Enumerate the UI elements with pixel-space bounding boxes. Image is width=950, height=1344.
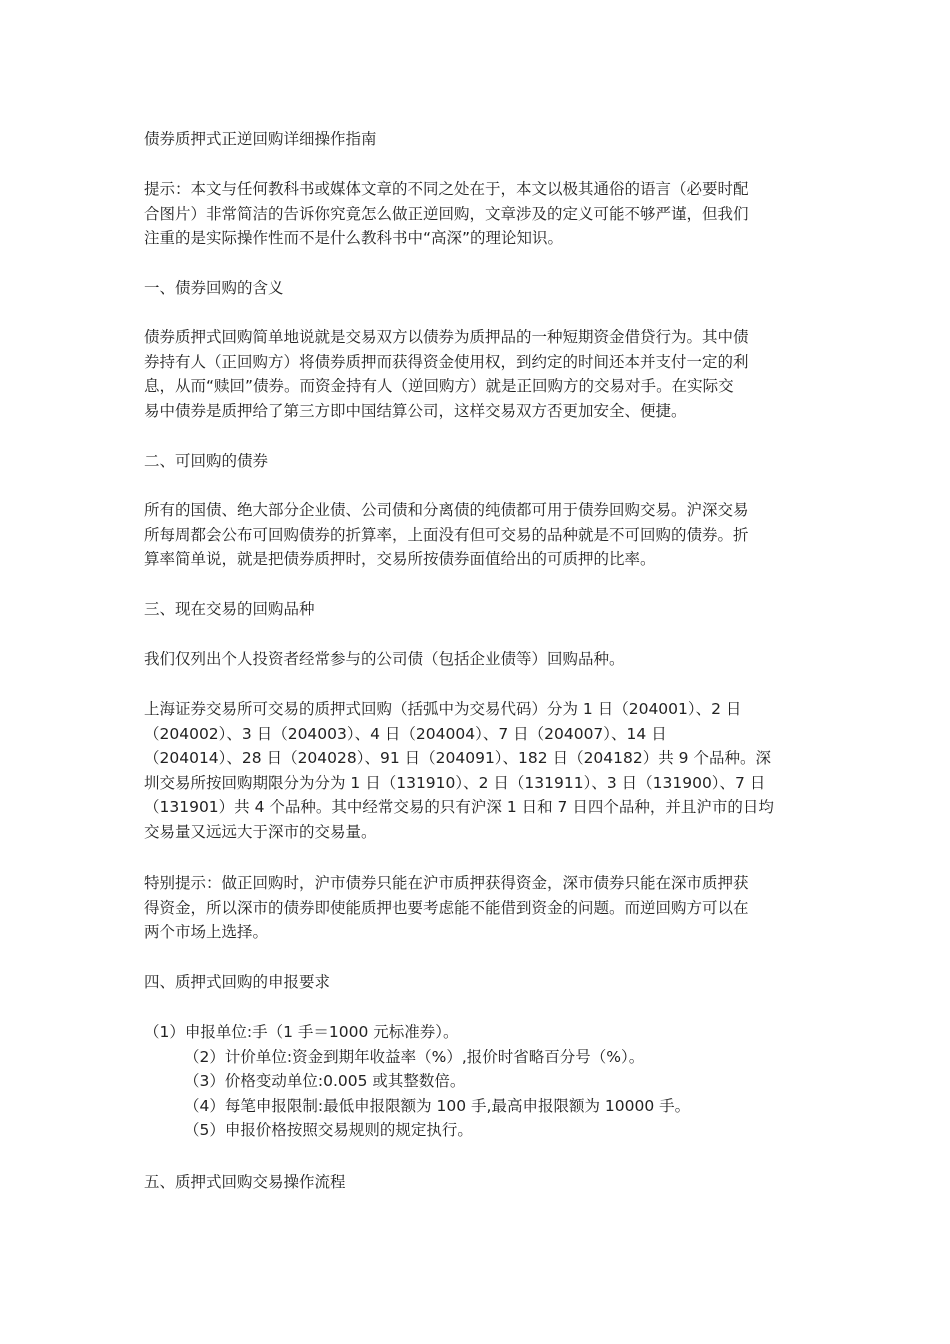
intro-paragraph [144,177,824,251]
body-line: 上海证券交易所可交易的质押式回购（括弧中为交易代码）分为 1 日（204001）、2 日 [144,700,742,718]
list-item: （3）价格变动单位:0.005 或其整数倍。 [184,1072,466,1090]
body-line: （204014）、28 日（204028）、91 日（204091）、182 日（204182）共 9 个品种。深 [144,749,771,767]
section-1-body [144,325,824,423]
body-line: 特别提示：做正回购时，沪市债券只能在沪市质押获得资金，深市债券只能在深市质押获 [144,874,749,892]
body-line: 我们仅列出个人投资者经常参与的公司债（包括企业债等）回购品种。 [144,650,625,668]
section-4-heading: 四、质押式回购的申报要求 [144,973,331,991]
section-2-body [144,498,824,572]
body-line: 圳交易所按回购期限分为分为 1 日（131910）、2 日（131911）、3 日（131900）、7 日 [144,773,766,792]
intro-line: 提示：本文与任何教科书或媒体文章的不同之处在于，本文以极其通俗的语言（必要时配 [144,180,749,198]
body-line: 得资金，所以深市的债券即使能质押也要考虑能不能借到资金的问题。而逆回购方可以在 [144,898,749,917]
requirements-list [144,1020,824,1143]
title-line: 债券质押式正逆回购详细操作指南 [144,130,377,148]
body-line: 易中债券是质押给了第三方即中国结算公司，这样交易双方否更加安全、便捷。 [144,401,687,420]
list-item: （2）计价单位:资金到期年收益率（%）,报价时省略百分号（%）。 [184,1047,645,1066]
section-5-heading: 五、质押式回购交易操作流程 [144,1173,346,1191]
section-2-heading: 二、可回购的债券 [144,452,269,470]
document-title [144,127,824,152]
section-1-heading: 一、债券回购的含义 [144,279,284,297]
intro-line: 合图片）非常简洁的告诉你究竟怎么做正逆回购，文章涉及的定义可能不够严谨，但我们 [144,204,749,223]
special-note [144,871,824,945]
body-line: 券持有人（正回购方）将债券质押而获得资金使用权，到约定的时间还本并支付一定的利 [144,352,749,371]
section-3-paragraph-2 [144,697,824,844]
body-line: （131901）共 4 个品种。其中经常交易的只有沪深 1 日和 7 日四个品种，并且沪市的日均 [144,798,774,816]
body-line: 所每周都会公布可回购债券的折算率，上面没有但可交易的品种就是不可回购的债券。折 [144,525,749,544]
body-line: 算率简单说，就是把债券质押时，交易所按债券面值给出的可质押的比率。 [144,550,656,568]
body-line: 两个市场上选择。 [144,923,269,941]
section-3-paragraph-1 [144,647,824,672]
body-line: 交易量又远远大于深市的交易量。 [144,822,377,841]
body-line: （204002）、3 日（204003）、4 日（204004）、7 日（204007）、14 日 [144,724,667,743]
section-3-heading: 三、现在交易的回购品种 [144,600,315,618]
body-line: 所有的国债、绝大部分企业债、公司债和分离债的纯债都可用于债券回购交易。沪深交易 [144,501,749,519]
body-line: 息，从而“赎回”债券。而资金持有人（逆回购方）就是正回购方的交易对手。在实际交 [144,377,734,395]
list-item: （1）申报单位:手（1 手＝1000 元标准券）。 [144,1023,459,1041]
list-item: （4）每笔申报限制:最低申报限额为 100 手,最高申报限额为 10000 手。 [184,1096,691,1115]
body-line: 债券质押式回购简单地说就是交易双方以债券为质押品的一种短期资金借贷行为。其中债 [144,328,749,346]
list-item: （5）申报价格按照交易规则的规定执行。 [184,1121,473,1139]
intro-line: 注重的是实际操作性而不是什么教科书中“高深”的理论知识。 [144,229,564,247]
